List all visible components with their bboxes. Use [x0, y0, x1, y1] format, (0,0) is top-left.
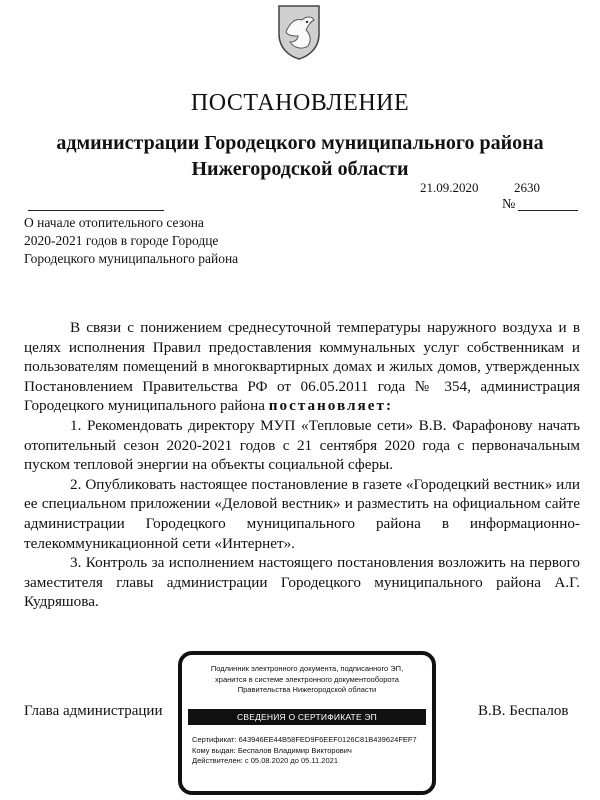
stamp-header [182, 664, 432, 696]
topic-line-3: Городецкого муниципального района [24, 251, 239, 266]
topic-line-2: 2020-2021 годов в городе Городце [24, 233, 219, 248]
item-2: 2. Опубликовать настоящее постановление в газете «Городецкий вестник» или ее специальном приложении «Деловой вестник» и разместить на официальном сайте администрации Городецкого муниципального района в информационно-телекоммуникационной сети «Интернет». [24, 475, 580, 552]
document-body [24, 318, 580, 612]
signature-position: Глава администрации [24, 703, 163, 719]
document-number: 2630 [514, 180, 540, 195]
number-underline [518, 210, 578, 211]
issuer-line-1: администрации Городецкого муниципального района [56, 132, 544, 154]
stamp-line-3: Правительства Нижегородской области [237, 685, 377, 694]
number-sign: № [502, 197, 516, 212]
stamp-line-2: хранится в системе электронного документооборота [215, 674, 399, 684]
stamp-issued-to: Кому выдан: Беспалов Владимир Викторович [192, 745, 352, 755]
item-1: 1. Рекомендовать директору МУП «Тепловые сети» В.В. Фарафонову начать отопительный сезон 2020-2021 годов с 21 сентября 2020 года с первоначальным пуском тепловой энергии на объекты социальной сферы. [24, 416, 580, 474]
stamp-line-1: Подлинник электронного документа, подписанного ЭП, [210, 664, 404, 673]
document-title: ПОСТАНОВЛЕНИЕ [190, 90, 410, 116]
e-signature-stamp [178, 651, 436, 795]
topic-line-1: О начале отопительного сезона [24, 215, 204, 230]
signature-name: В.В. Беспалов [478, 703, 569, 719]
item-3: 3. Контроль за исполнением настоящего постановления возложить на первого заместителя главы администрации Городецкого муниципального района А.Г. Кудряшова. [24, 554, 580, 611]
issuer-line-2: Нижегородской области [191, 158, 409, 180]
stamp-certificate-bar: СВЕДЕНИЯ О СЕРТИФИКАТЕ ЭП [188, 709, 426, 725]
intro-paragraph [24, 318, 580, 416]
coat-of-arms-icon [276, 4, 322, 60]
document-date: 21.09.2020 [420, 180, 479, 195]
date-underline [28, 210, 164, 211]
stamp-certificate-info [192, 735, 417, 767]
issuer-block [20, 130, 580, 182]
stamp-cert: Сертификат: 643946EE44B58FED9F6EEF0126C81B439624FEF7 [192, 735, 417, 744]
intro-text: В связи с понижением среднесуточной температуры наружного воздуха и в целях исполнения Правил предоставления коммунальных услуг собственникам и пользователям помещений в многоквартирных домах и жилых домов, утвержденных Постановлением Правительства РФ от 06.05.2011 года № 354, администрация Городецкого муниципального района [24, 319, 580, 415]
decree-word: постановляет: [268, 397, 394, 415]
stamp-valid: Действителен: с 05.08.2020 до 05.11.2021 [192, 756, 338, 765]
document-topic [24, 214, 238, 268]
